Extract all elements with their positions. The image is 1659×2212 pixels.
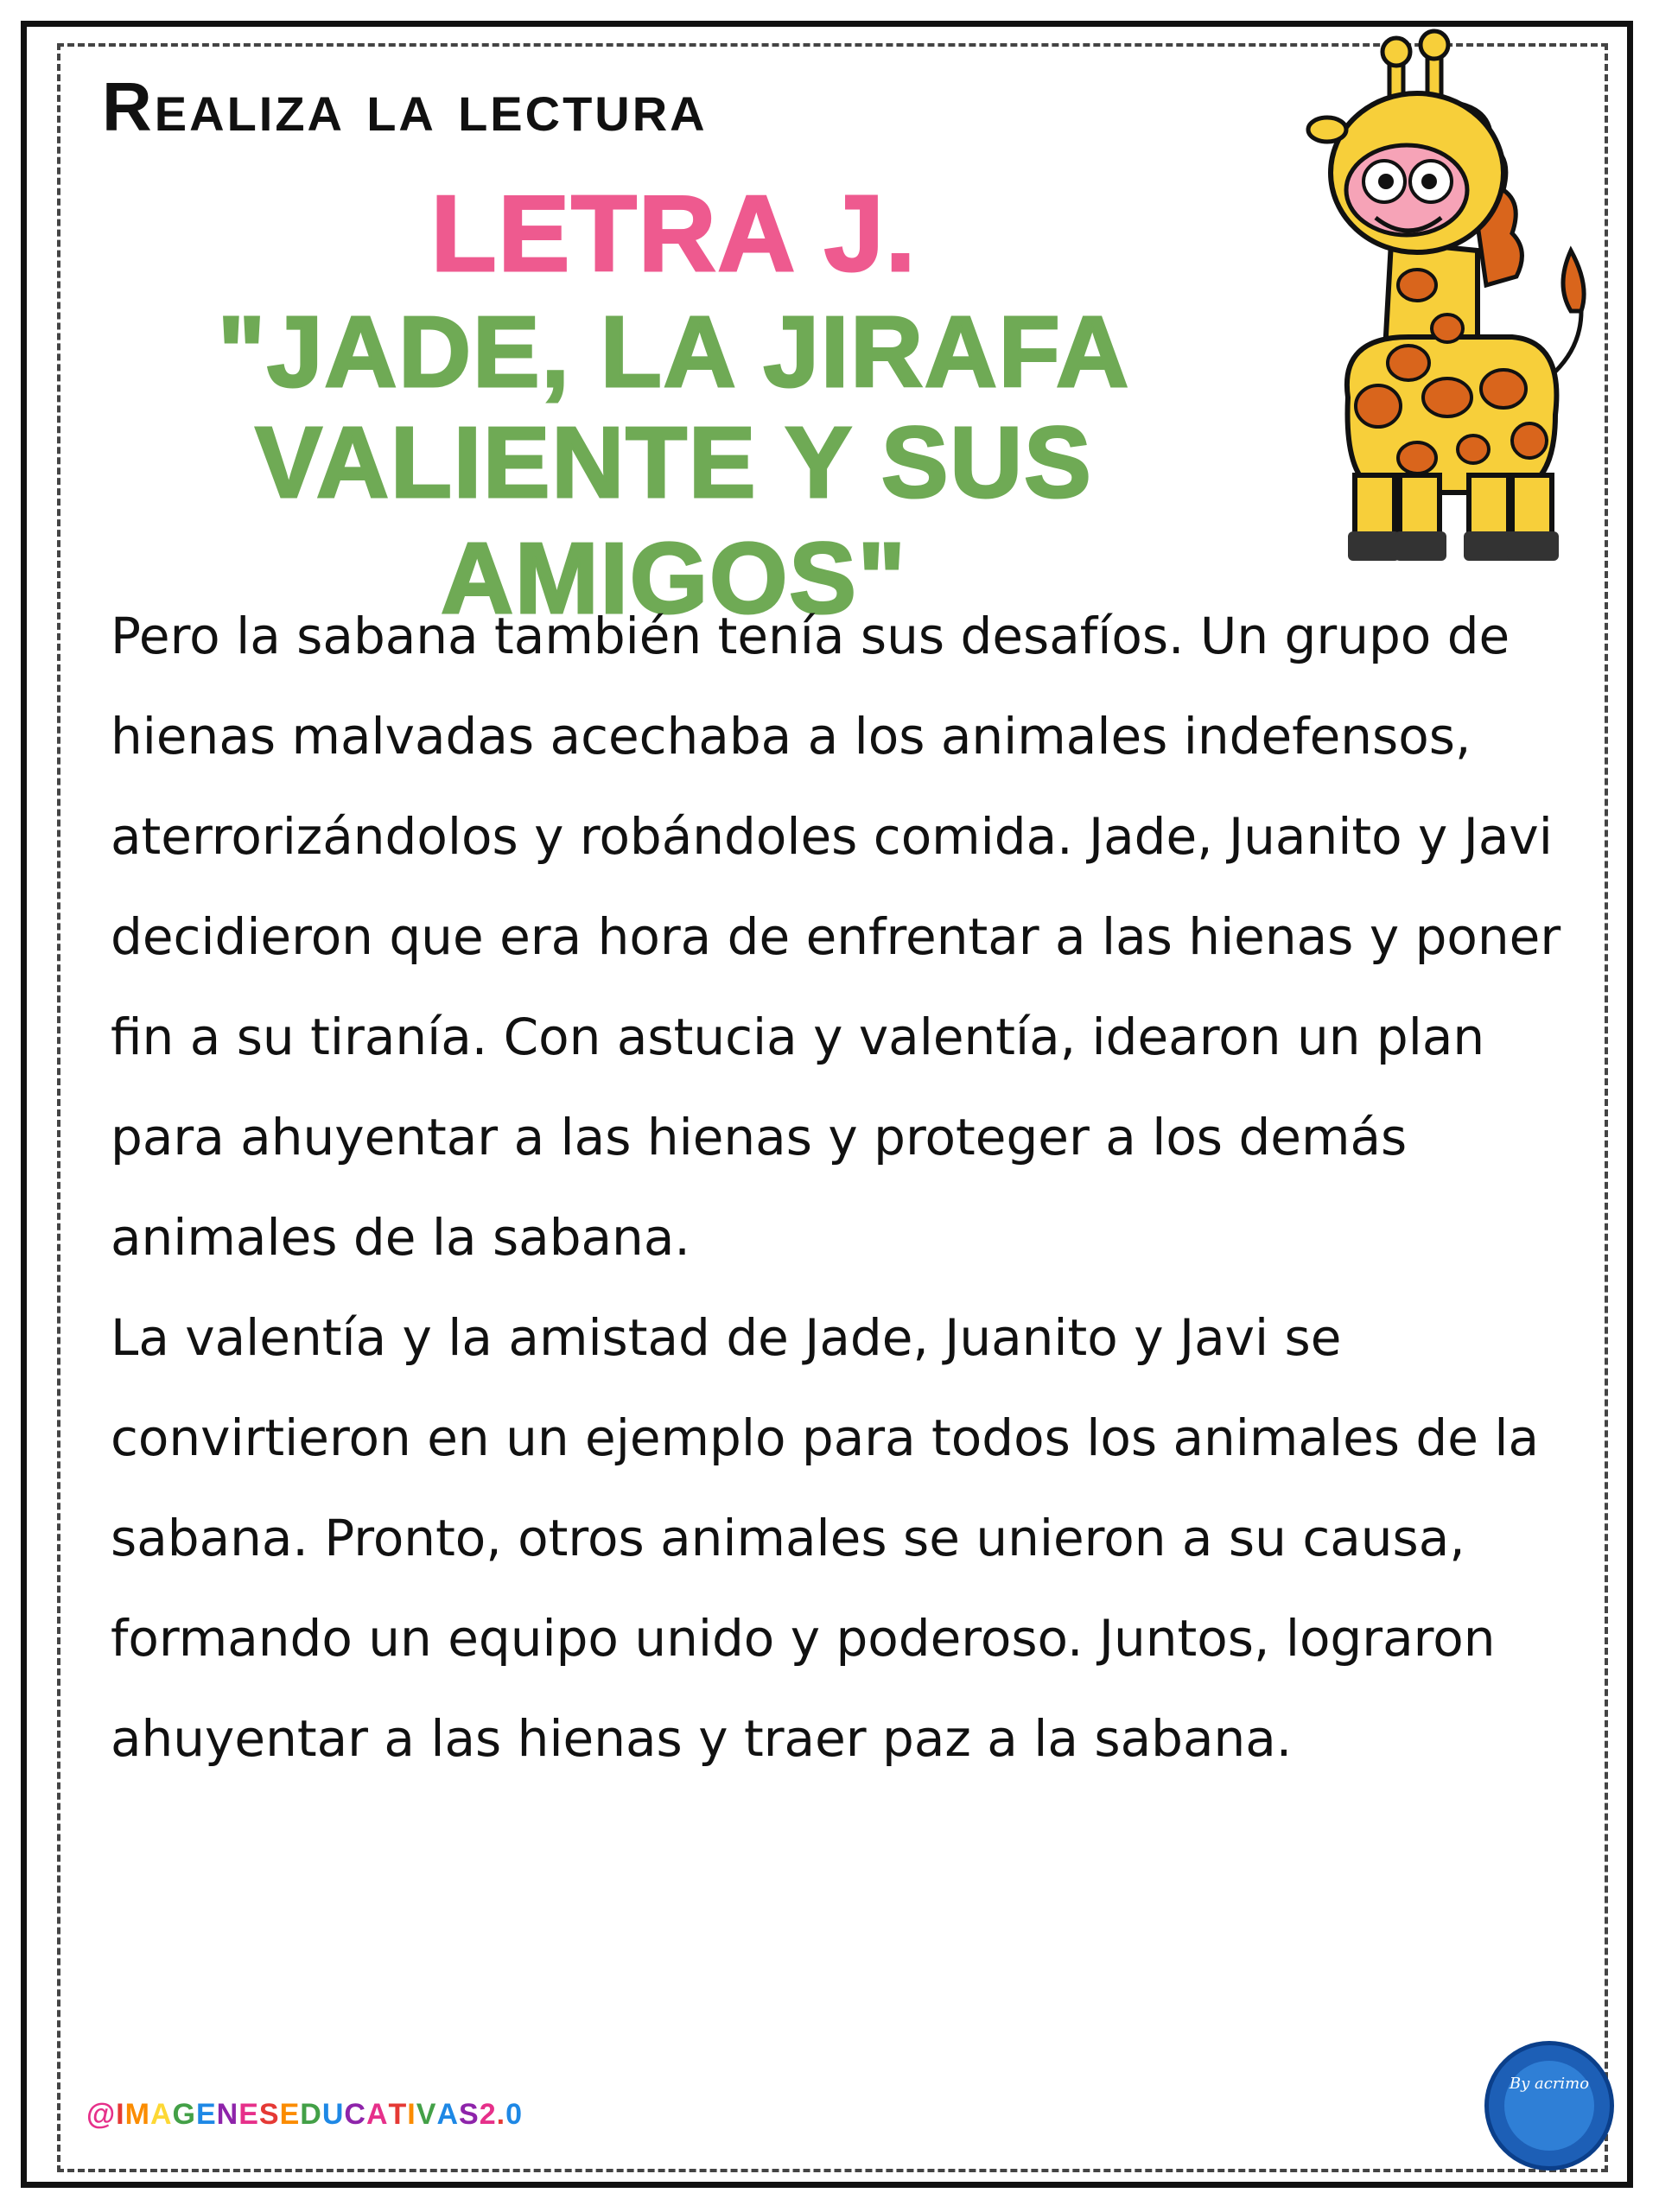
social-handle-char: A: [365, 2098, 389, 2131]
logo-text: By acrimo: [1509, 2075, 1590, 2093]
social-handle-char: U: [321, 2098, 345, 2131]
social-handle-char: C: [344, 2098, 366, 2131]
social-handle-char: T: [388, 2098, 408, 2131]
social-handle-char: E: [279, 2098, 301, 2131]
social-handle-char: M: [124, 2098, 150, 2131]
social-handle-char: I: [116, 2098, 125, 2131]
social-handle-char: E: [195, 2098, 217, 2131]
social-handle-char: 0: [505, 2098, 523, 2131]
social-handle-char: I: [407, 2098, 416, 2131]
instruction-heading: Realiza la lectura: [102, 68, 708, 145]
social-handle-char: D: [300, 2098, 322, 2131]
social-handle-char: S: [258, 2098, 280, 2131]
social-handle-char: 2: [479, 2098, 497, 2131]
social-handle-char: .: [496, 2098, 506, 2131]
story-title-line1: "JADE, LA JIRAFA: [218, 296, 1130, 408]
social-handle-char: @: [86, 2098, 117, 2131]
story-paragraph-2: La valentía y la amistad de Jade, Juanito y Javi se convirtieron en un ejemplo para todos los animales de la sabana. Pronto, otros animales se unieron a su causa, formando un equipo unido y poderoso. Juntos, lograron ahuyentar a las hienas y traer paz a la sabana.: [111, 1308, 1539, 1768]
story-text: [111, 586, 1597, 1789]
social-handle-char: E: [238, 2098, 259, 2131]
social-handle-char: S: [459, 2098, 480, 2131]
giraffe-illustration: [1296, 26, 1590, 579]
social-handle-char: G: [172, 2098, 196, 2131]
author-logo: [1484, 2041, 1614, 2171]
social-handle-char: V: [416, 2098, 437, 2131]
title-letter: LETRA J.: [430, 175, 918, 294]
social-handle-char: A: [436, 2098, 459, 2131]
social-handle-char: N: [216, 2098, 239, 2131]
story-title-line2: VALIENTE Y SUS AMIGOS": [255, 406, 1093, 634]
social-handle-char: A: [149, 2098, 173, 2131]
social-handle: [86, 2098, 523, 2132]
story-paragraph-1: Pero la sabana también tenía sus desafíos. Un grupo de hienas malvadas acechaba a los animales indefensos, aterrorizándolos y robándoles comida. Jade, Juanito y Javi decidieron que era hora de enfrentar a las hienas y poner fin a su tiranía. Con astucia y valentía, idearon un plan para ahuyentar a las hienas y proteger a los demás animales de la sabana.: [111, 607, 1561, 1267]
